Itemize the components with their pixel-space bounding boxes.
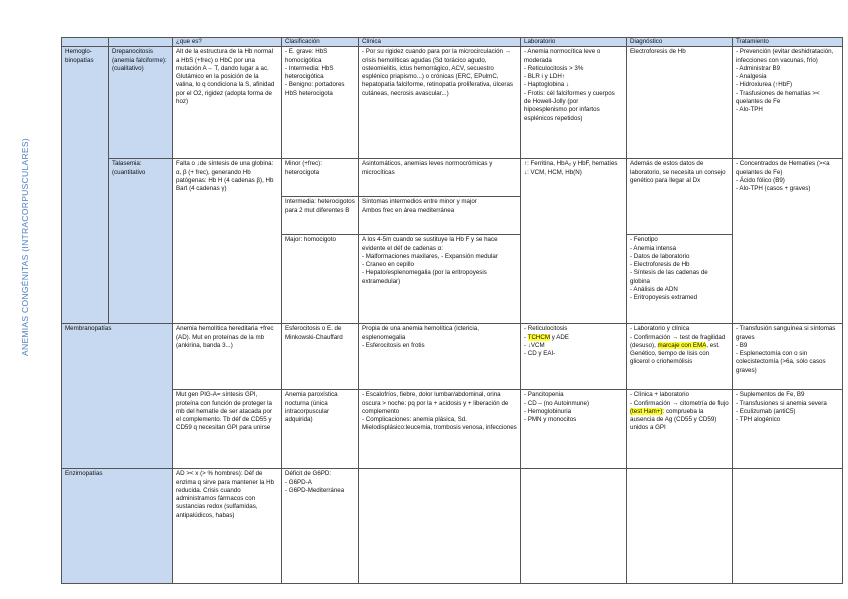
list-item: - Complicaciones: anemia plásica, Sd. Mielodisplásico:leucemia, trombosis venosa, infecciones — [362, 416, 517, 432]
list-item: - Intermedia: HbS heterocigótica — [285, 64, 334, 81]
highlight-test-ham: (test Ham+) — [630, 407, 663, 415]
list-item: - Suplementos de Fe, B9 — [736, 391, 805, 399]
list-item: - G6PD-Mediterránea — [285, 486, 345, 494]
highlight-tchcm: TCHCM — [527, 333, 551, 341]
drepano-clinica: - Por su rigidez cuando para por la microcirculación → crisis hemolíticas agudas (Sd torácico agudo, osteomielitis, ictus hemorrágico, ACV, secuestro esplénico priapismo...) o crónicas (ERC, EPulmC, hepatopatía falciforme, retinopatía proliferativa, úlceras cutáneas, necrosis avascular...) — [359, 47, 521, 159]
enzimo-que-es: AD >< x (> % hombres): Déf de enzima q sirve para mantener la Hb reducida. Crisis cuando administramos fármacos con sustancias redox (sulfamidas, antipalúdicos, habas) — [173, 469, 282, 584]
list-item: - Malformaciones maxilares, - Expansión medular — [362, 252, 498, 260]
list-item: - Síntesis de las cadenas de globina — [630, 269, 708, 285]
list-item: - E. grave: HbS homocigótica — [285, 48, 328, 64]
highlight-ema: marcaje con EMA — [657, 341, 707, 349]
header-empty — [109, 38, 173, 47]
esfero-que-es: Anemia hemolítica hereditaria +frec (AD). Mut en proteínas de la mb (ankirina, banda 3...) — [173, 324, 282, 390]
list-item: - CD – (no Autoinmune) — [524, 399, 589, 407]
list-item: - Reticulocitosis > 3% — [524, 64, 584, 72]
list-item: - Hepato/esplenomegalia (por la eritropoyesis extramedular) — [362, 269, 487, 285]
list-item: - Transfusión sanguínea si síntomas graves — [736, 325, 836, 341]
lab-rest: y ADE — [550, 333, 569, 341]
list-item: - Concentrados de Hematíes (><a quelantes de Fe) — [736, 160, 830, 176]
list-item: - Alo-TPH — [736, 106, 763, 114]
drepano-laboratorio — [521, 47, 627, 159]
drepano-clasificacion — [282, 47, 359, 159]
enzimo-clasificacion — [282, 469, 359, 584]
esferocitosis-row — [62, 324, 843, 390]
list-item: - Escalofríos, fiebre, dolor lumbar/abdominal, orina oscura > noche: pq por la + acidosis y + liberación de complemento — [362, 391, 509, 415]
enzimo-tratamiento — [733, 469, 843, 584]
list-item: - Hemoglobinuria — [524, 407, 572, 415]
anemias-table — [61, 37, 843, 584]
list-item: A los 4-5m cuando se sustituye la Hb F y se hace evidente el déf de cadenas α: — [362, 236, 498, 252]
list-item: - Frotis: cél falciformes y cuerpos de Howell-Jolly (por hipoesplenismo por infartos esplénicos repetidos) — [524, 89, 615, 122]
list-item: - Esplenectomía con o sin colecistectomía (>6a, sólo casos graves) — [736, 350, 826, 374]
talasemia-laboratorio — [521, 159, 627, 324]
drepano-diagnostico: Electroforesis de Hb — [627, 47, 733, 159]
diag-text: , est. Genético, tiempo de lisis con glicerol o criohemólisis — [630, 341, 720, 366]
header-que-es: ¿que es? — [173, 38, 282, 47]
list-item: - Anemia intensa — [630, 244, 677, 252]
list-item: - Administrar B9 — [736, 64, 781, 72]
drepanocitosis-row — [62, 47, 843, 159]
enzimo-clinica — [359, 469, 521, 584]
list-item: - Trasfusiones de hematías >< quelantes de Fe — [736, 89, 820, 106]
list-item: - Eritropoyesis extramed — [630, 294, 698, 302]
list-item: Déficit de G6PD: — [285, 470, 332, 478]
header-laboratorio: Laboratorio — [521, 38, 627, 47]
hpn-row — [62, 390, 843, 469]
talasemia-label: Talasemia: (cuantitativo — [109, 159, 173, 324]
list-item: - Esferocitosis en frotis — [362, 341, 425, 349]
list-item: - Clínica + laboratorio — [630, 391, 689, 399]
talasemia-minor-clasificacion: Minor (+frec): heterocigota — [282, 159, 359, 197]
list-item: - CD y EAI- — [524, 350, 556, 358]
header-row — [62, 38, 843, 47]
hpn-diagnostico — [627, 390, 733, 469]
list-item: - Pancitopenia — [524, 391, 564, 399]
enzimo-laboratorio — [521, 469, 627, 584]
list-item: - Laboratorio y clínica — [630, 325, 690, 333]
list-item: - BLR i y LDH↑ — [524, 73, 565, 81]
list-item: - Prevención (evitar deshidratación, infecciones con vacunas, frío) — [736, 48, 834, 64]
header-clinica: Clínica — [359, 38, 521, 47]
list-item: ↓: VCM, HCM, Hb(N) — [524, 168, 582, 176]
diag-text: - Confirmación → citometría de flujo — [630, 399, 729, 407]
list-item: - Eculizumab (antiC5) — [736, 407, 796, 415]
list-item: - ↓VCM — [524, 341, 545, 349]
talasemia-major-clinica — [359, 235, 521, 324]
list-item: - Alo-TPH (casos + graves) — [736, 185, 811, 193]
drepanocitosis-label: Drepanocitosis (anemia falciforme): (cualitativo) — [109, 47, 173, 159]
list-item: - Anemia normocítica leve o moderada — [524, 48, 601, 64]
side-title: ANEMIAS CONGÉNITAS (INTRACORPUSCULARES) — [20, 138, 30, 356]
diag-text: - Confirmación → test de fragilidad (desuso), — [630, 333, 726, 349]
list-item: - Ácido fólico (B9) — [736, 176, 785, 184]
talasemia-tratamiento — [733, 159, 843, 324]
list-item: Síntomas intermedios entre minor y major — [362, 198, 477, 206]
list-item: - Reticulocitosis — [524, 325, 568, 333]
list-item: - Hidroxiurea (↑HbF) — [736, 81, 793, 89]
hpn-tratamiento — [733, 390, 843, 469]
hemoglobinopatias-label: Hemoglo-binopatías — [62, 47, 109, 324]
talasemia-intermedia-clinica — [359, 197, 521, 235]
list-item: - Haptoglobina ↓ — [524, 81, 570, 89]
talasemia-major-diagnostico — [627, 235, 733, 324]
enzimopatias-row — [62, 469, 843, 584]
esfero-laboratorio — [521, 324, 627, 390]
hpn-laboratorio — [521, 390, 627, 469]
hpn-clasificacion: Anemia paroxística nocturna (única intracorpuscular adquirida) — [282, 390, 359, 469]
talasemia-minor-clinica: Asintomáticos, anemias leves normocrómicas y microcíticas — [359, 159, 521, 197]
header-tratamiento: Tratamiento — [733, 38, 843, 47]
esfero-tratamiento — [733, 324, 843, 390]
header-clasificacion: Clasificación — [282, 38, 359, 47]
talasemia-diagnostico: Además de estos datos de laboratorio, se necesita un consejo genético para llegar al Dx — [627, 159, 733, 235]
header-empty — [62, 38, 109, 47]
list-item: - PMN y monocitos — [524, 416, 577, 424]
list-item: - Electroforesis de Hb — [630, 261, 690, 269]
list-item: - Fenotipo — [630, 236, 658, 244]
list-item: - TPH alogénico — [736, 416, 781, 424]
list-item: ↑: Ferritina, HbA₂ y HbF, hematíes — [524, 160, 618, 168]
list-item: - TCHCM y ADE — [524, 333, 569, 341]
enzimo-diagnostico — [627, 469, 733, 584]
drepano-tratamiento — [733, 47, 843, 159]
list-item: - Datos de laboratorio — [630, 252, 690, 260]
talasemia-que-es: Falta o ↓de síntesis de una globina: α, β (+ frec), generando Hb patógenas: Hb H (4 cadenas β), Hb Bart (4 cadenas γ) — [173, 159, 282, 324]
header-diagnostico: Diagnóstico — [627, 38, 733, 47]
talasemia-intermedia-clasificacion: Intermedia: heterocigotos para 2 mut diferentes B — [282, 197, 359, 235]
esfero-clasificacion: Esferocitosis o E. de Minkowski-Chauffard — [282, 324, 359, 390]
talasemia-major-clasificacion: Major: homocigoto — [282, 235, 359, 324]
esfero-clinica — [359, 324, 521, 390]
hpn-clinica — [359, 390, 521, 469]
esfero-diagnostico — [627, 324, 733, 390]
talasemia-minor-row — [62, 159, 843, 197]
list-item: Propia de una anemia hemolítica (ictericia, esplenomegalia — [362, 325, 479, 341]
list-item: - Analgesia — [736, 73, 767, 81]
list-item: - Benigno: portadores HbS heterocigota — [285, 81, 345, 97]
membranopatias-label: Membranopatías — [62, 324, 173, 469]
list-item: - Craneo en cepillo — [362, 261, 414, 269]
list-item: - G6PD-A — [285, 478, 312, 486]
list-item: - Análisis de ADN — [630, 286, 678, 294]
list-item: - B9 — [736, 341, 748, 349]
diag-text: : comprueba la ausencia de Ag (CD55 y CD59) unidos a GPI — [630, 407, 717, 432]
enzimopatias-label: Enzimopatías — [62, 469, 173, 584]
drepano-que-es: Alt de la estructura de la Hb normal a HbS (+frec) o HbC por una mutación A→ T, dando lugar a ac. Glutámico en la posición de la valina, lo q condiciona la S, afinidad por el O2, rigidez (adopta forma de hoz) — [173, 47, 282, 159]
hpn-que-es: Mut gen PIG-A= síntesis GPI, proteína con función de proteger la mb del hematíe de ser atacada por el complemento. Tb déf de CD55 y CD59 q necesitan GPI para unirse — [173, 390, 282, 469]
list-item: Ambos frec en área mediterránea — [362, 206, 455, 214]
list-item: - Transfusiones si anemia severa — [736, 399, 827, 407]
